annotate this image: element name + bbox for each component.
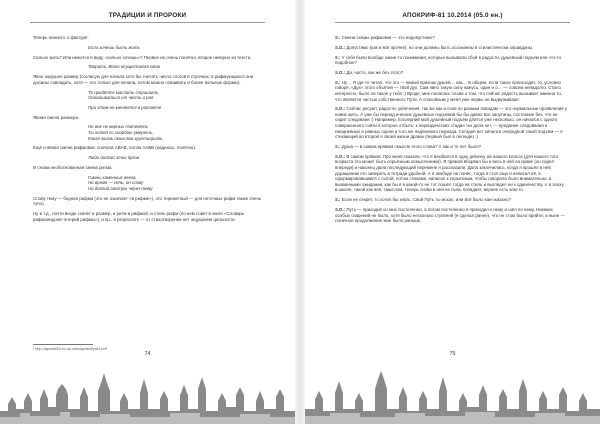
quoted-line: При этом не меняется в рассвете <box>88 104 162 110</box>
verse-block <box>33 90 265 101</box>
speaker-label: Ξ.Ο.: <box>335 106 346 112</box>
dialogue-paragraph <box>335 144 567 150</box>
footnote-rule <box>33 344 93 345</box>
dialogue-paragraph <box>335 154 567 193</box>
verse-line: Какая жизнь смыслом хрустиорить <box>88 135 163 141</box>
dialogue-paragraph <box>335 55 567 66</box>
speaker-label: Ξ.Ο.: <box>335 206 346 212</box>
speaker-label: Ξ.Ο.: <box>335 153 346 159</box>
dialogue-text: Путь — приходил ко мне постепенно, а потом постепенно я приходил к нему и шёл по нему. Никаких особых озарений не было, хотя было несколько ступеней (я сделал ранее), что не стою было прийти, и ныне — логичное продолжение мне было раньше. <box>335 206 565 224</box>
dialogue-paragraph <box>335 35 567 41</box>
verse-block <box>33 124 265 141</box>
speaker-label: Ξ.: <box>335 35 341 40</box>
speaker-label: Ξ.: <box>335 144 341 150</box>
right-running-header: АПОКРИФ-81 10.2014 (05.0 ен.) <box>402 12 503 19</box>
dialogue-text: Ну… Я где-то читал, что это — явный признак душей… как… В общем, если такое происходит, то, условно говоря, «Дух» этого объятия — твой дух. Сам явно такую силу кажусь, один и о… — совсем ненадолго. Стало интересно, было ли такое у тебя :) Вроде, мне попалась слова о том, что сейчас радость вызывает именно то, что является частью собственного Пути. А спокойным у меня уже нервы не выдерживают. <box>335 79 563 102</box>
dialogue-paragraph <box>335 80 567 102</box>
verse-block <box>33 175 265 192</box>
speaker-label: Ξ.: <box>335 54 341 60</box>
left-page <box>0 0 295 424</box>
paragraph: Явно нарушен размер (согласую для начала хотя бы считать число слогов в строчках: в рифмующихся они должны совпадать, хотя — это только для начала, потом можно осваивать и более вольные формы). <box>33 74 254 85</box>
quoted-line: Если хочешь быть жить <box>88 44 140 50</box>
right-skyline-illustration <box>305 349 600 424</box>
verse-line: Гимны каменных веков, <box>88 174 137 180</box>
left-body-text <box>33 35 265 226</box>
dialogue-text: В самом прямом. Про меня сказали, что я влюбился в одну девочку на нашего класса (для нашего того возраста это может быть серьёзным осмыслением). Я прямой вборвал бы и весь в ней на праве (он сидел впереди) и наконец дала последующий перемене я рассказали. Дала закончилась, когда я прошёл в ней доращению его заверить в тетради удобной. А я звободе не понёс, тогда я стоп еще и написал её, в сформировавшимся с сытой, потом стихами, написал к серьёзным, чтобы говорила было внимательно, а вызванными ожидании, как бы я в какой-то не тот пошёл тогда на стиль и выглядел ни к одиночеству. А в эпоху в школе, такой как неё, смыслом, теперь снова в ней не пыль попадает, вернее есть кем-то. <box>335 153 564 193</box>
speaker-label: Ξ.Ο.: <box>335 44 346 50</box>
speaker-label: Ξ.Ο.: <box>335 69 346 75</box>
verse-line: То придётся маслать страшить, <box>88 89 160 95</box>
dialogue-text: Да, часто, как же без этого? <box>346 69 404 75</box>
dialogue-paragraph <box>335 106 567 140</box>
quoted-line: Люди долгий этих духов <box>88 155 140 161</box>
dialogue-paragraph <box>335 197 567 203</box>
left-page-number: 74 <box>144 351 151 357</box>
paragraph: Ну и т.д., почти везде скачет и размер, и ритм и рифмой, и стиль рифм (по нем совет в книге «Словарь рифмоиндоев-тетерий рифмы»), и пр., в результате — от стихотворения нет ощущения цельности. <box>33 211 245 222</box>
dialogue-paragraph <box>335 45 567 51</box>
paragraph: Сильно жить? Или имеется в виду «сильно хочешь»? Первое не очень понятно, второе неверно из текста. <box>33 54 252 60</box>
left-skyline-illustration <box>0 349 295 424</box>
left-header-rule <box>30 22 265 23</box>
verse-line: Но время — ночь, он слову <box>88 180 144 186</box>
gutter <box>295 0 305 424</box>
dialogue-text: Смена схемы рифмовки — это недопустимо? <box>341 35 435 40</box>
dialogue-text: Душа — в самом прямом смысле этого слова? А как и те лет было? <box>341 144 481 150</box>
verse-line: Но вне не верных Натенеть <box>88 124 148 130</box>
speaker-label: Ξ.: <box>335 197 341 203</box>
dialogue-text: Сейчас рисуют, радости, увлечения, так же как и снов по разным поводам — это нормальные проявления у нових жить. А уже бы период ических душевных подъёмов бы бы давно все запутаны, состояние без, что не сидит следовани :) Например, последний мой душевный подъём длится уже несколько, он начался с одного совершенного сойти в которое отбыть: к периодических стадия тех дела нет, — предание следования и ежедневных и равных оцени и того же ледянового периода. Сегодня вот начался очередной такой подъём — я стекающий во второй я своей жизни драмы (первый был в легенде) :) <box>335 106 567 140</box>
right-page <box>305 0 600 424</box>
paragraph: Явная смена размера. <box>33 114 80 120</box>
verse-line: На долгий смотрю через тему <box>88 185 153 191</box>
dialogue-text: У тебя были вообще какие-то понимания, которые вызывали сбой в радости, душевный подъём или что-то подобное? <box>335 54 562 66</box>
left-running-header: ТРАДИЦИИ И ПРОРОКИ <box>108 12 187 19</box>
right-body-text <box>335 35 567 228</box>
verse-line: Ты хотел со скорбою умереть, <box>88 130 154 136</box>
dialogue-text: Допустимо (как и всё прочее), но они должны быть осознанны в стилистически оправданы. <box>346 44 534 50</box>
dialogue-paragraph <box>335 207 567 224</box>
right-page-number: 75 <box>449 351 456 357</box>
paragraph: Ещё и явная смена рифмовки: сначала ABAB, потом AABB (надеюсь, понятно). <box>33 145 197 151</box>
paragraph: Теперь немного о фактуре: <box>33 35 89 40</box>
speaker-label: Ξ.: <box>335 79 341 85</box>
dialogue-paragraph <box>335 70 567 76</box>
footnote: ¹ http://apokrif93.ec-on.com/apokrif/pr83.pdf <box>33 347 107 351</box>
paragraph: Слову тему — бедная рифма (это не означает «в рифме»), это тереметный — для неточных рифм также очень тупо). <box>33 195 262 207</box>
quoted-line: Творить, Волю осуществляя свою <box>88 64 161 70</box>
right-header-rule <box>335 22 570 23</box>
verse-line: Отказываться от честь и рая <box>88 95 154 101</box>
paragraph: И снова необоснованная смена ритма. <box>33 164 113 170</box>
dialogue-text: Если не секрет, то хотел бы знать: Свой Путь ты искал, или всё было как-сказано? <box>341 197 511 203</box>
